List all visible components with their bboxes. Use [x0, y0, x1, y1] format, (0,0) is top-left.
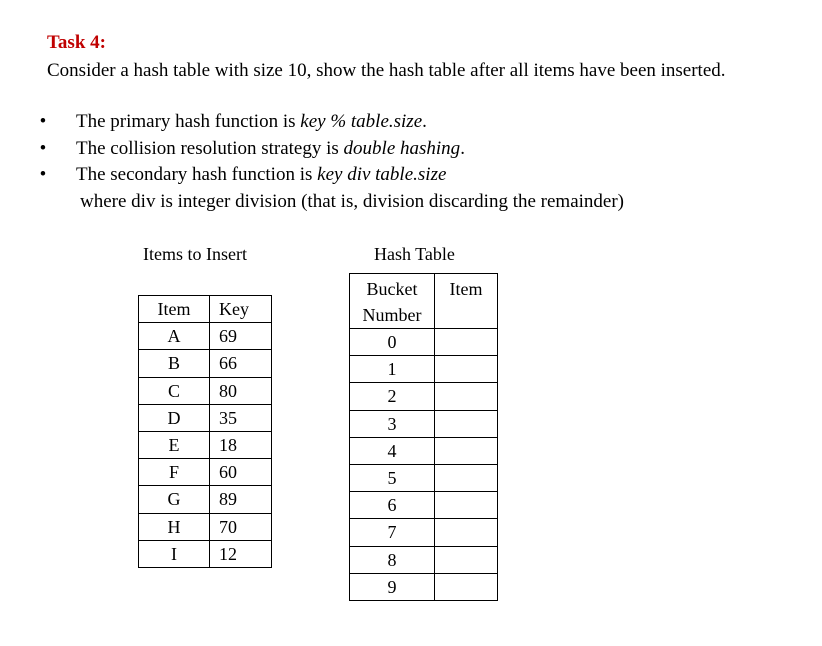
key-cell: 80 [210, 377, 272, 404]
table-row [139, 404, 272, 431]
bucket-item-cell[interactable] [435, 410, 498, 437]
table-row [350, 546, 498, 573]
bullet-emphasis: key % table.size [300, 111, 423, 132]
key-cell: 60 [210, 459, 272, 486]
table-row [139, 513, 272, 540]
bucket-number-cell: 1 [350, 356, 435, 383]
bucket-header-line-2: Number [362, 305, 422, 325]
table-row [139, 540, 272, 567]
table-row [139, 486, 272, 513]
task-intro: Consider a hash table with size 10, show the hash table after all items have been inserted. [47, 60, 726, 81]
bullet-suffix: . [422, 111, 427, 132]
items-table-caption: Items to Insert [143, 244, 247, 264]
bullet-text: The primary hash function is [76, 111, 301, 132]
bucket-number-cell: 3 [350, 410, 435, 437]
bucket-item-cell[interactable] [435, 356, 498, 383]
key-cell: 18 [210, 431, 272, 458]
bucket-number-cell: 0 [350, 329, 435, 356]
bullet-text: The secondary hash function is [76, 164, 318, 185]
bullet-collision-strategy [38, 136, 624, 163]
bullet-emphasis: key div table.size [317, 164, 447, 185]
table-row [139, 431, 272, 458]
table-row [350, 519, 498, 546]
bucket-number-cell: 2 [350, 383, 435, 410]
hash-table-header-row [350, 274, 498, 329]
bucket-item-cell[interactable] [435, 492, 498, 519]
table-row [350, 492, 498, 519]
bullet-secondary-hash [38, 162, 624, 215]
bucket-item-cell[interactable] [435, 573, 498, 600]
bucket-number-cell: 4 [350, 437, 435, 464]
column-header-item: Item [435, 274, 498, 329]
bullet-dot-icon: • [39, 137, 47, 159]
bucket-item-cell[interactable] [435, 546, 498, 573]
key-cell: 35 [210, 404, 272, 431]
bucket-item-cell[interactable] [435, 383, 498, 410]
table-row [350, 410, 498, 437]
table-row [139, 323, 272, 350]
table-row [350, 329, 498, 356]
key-cell: 66 [210, 350, 272, 377]
column-header-key: Key [210, 296, 272, 323]
bucket-number-cell: 5 [350, 464, 435, 491]
bullet-dot-icon: • [39, 164, 47, 185]
key-cell: 69 [210, 323, 272, 350]
items-table-header-row [139, 296, 272, 323]
items-table [138, 295, 272, 568]
item-cell: D [139, 404, 210, 431]
bucket-number-cell: 6 [350, 492, 435, 519]
bucket-number-cell: 8 [350, 546, 435, 573]
hash-table-caption: Hash Table [374, 244, 455, 264]
item-cell: E [139, 431, 210, 458]
item-cell: B [139, 350, 210, 377]
table-row [139, 377, 272, 404]
item-cell: F [139, 459, 210, 486]
table-row [350, 356, 498, 383]
item-cell: A [139, 323, 210, 350]
table-row [350, 573, 498, 600]
key-cell: 89 [210, 486, 272, 513]
column-header-item: Item [139, 296, 210, 323]
bucket-item-cell[interactable] [435, 329, 498, 356]
bucket-header-line-1: Bucket [366, 279, 418, 299]
bullet-continuation: where div is integer division (that is, division discarding the remainder) [80, 190, 625, 212]
column-header-bucket-number [350, 274, 435, 329]
table-row [139, 459, 272, 486]
table-row [350, 437, 498, 464]
table-row [350, 383, 498, 410]
bucket-number-cell: 7 [350, 519, 435, 546]
bullet-dot-icon: • [39, 111, 47, 132]
item-cell: C [139, 377, 210, 404]
hash-table [349, 273, 498, 601]
bucket-item-cell[interactable] [435, 519, 498, 546]
bullet-suffix: . [460, 137, 465, 159]
key-cell: 12 [210, 540, 272, 567]
key-cell: 70 [210, 513, 272, 540]
item-cell: G [139, 486, 210, 513]
bucket-item-cell[interactable] [435, 437, 498, 464]
task-title: Task 4: [47, 32, 106, 53]
item-cell: H [139, 513, 210, 540]
item-cell: I [139, 540, 210, 567]
table-row [350, 464, 498, 491]
requirements-list [38, 109, 624, 215]
bucket-item-cell[interactable] [435, 464, 498, 491]
bullet-emphasis: double hashing [343, 137, 461, 159]
bullet-primary-hash [38, 109, 624, 136]
table-row [139, 350, 272, 377]
bullet-text: The collision resolution strategy is [76, 137, 344, 159]
bucket-number-cell: 9 [350, 573, 435, 600]
